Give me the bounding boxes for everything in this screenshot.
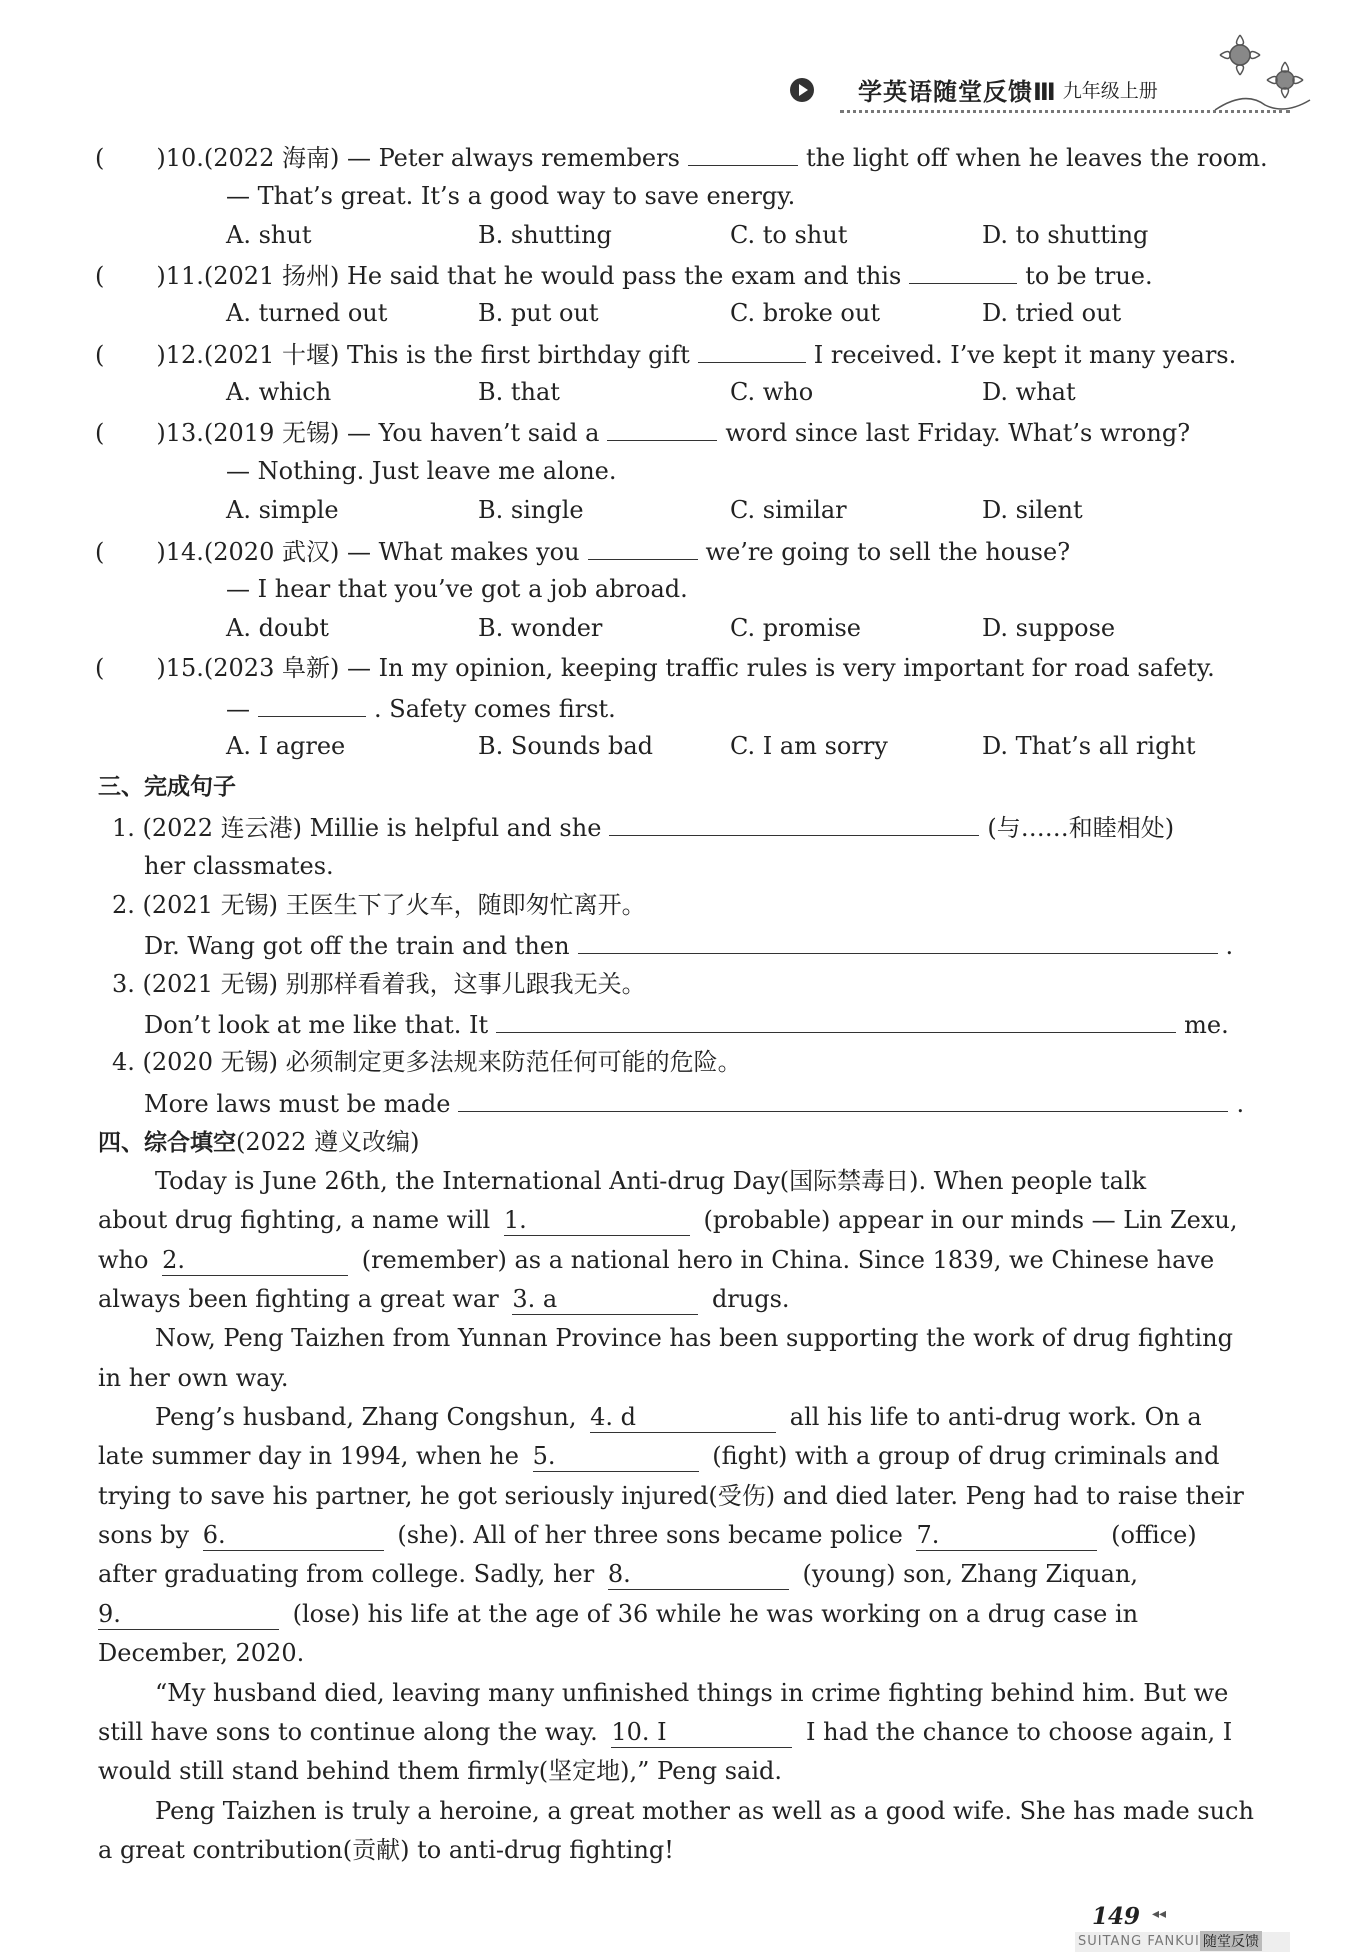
blank-4[interactable]: 4. d: [590, 1402, 776, 1433]
cloze-line: after graduating from college. Sadly, her 8. (young) son, Zhang Ziquan,: [98, 1560, 1139, 1588]
option-c: C. I am sorry: [730, 732, 888, 760]
option-b: B. that: [478, 378, 560, 406]
blank-1[interactable]: 1.: [504, 1205, 690, 1236]
answer-blank[interactable]: [578, 929, 1218, 954]
question-10-reply: — That’s great. It’s a good way to save energy.: [226, 182, 796, 210]
option-d: D. silent: [982, 496, 1083, 524]
option-d: D. suppose: [982, 614, 1116, 642]
page-header: [790, 72, 1158, 107]
sentence-3-chinese: 3. (2021 无锡) 别那样看着我，这事儿跟我无关。: [112, 970, 646, 998]
double-arrow-icon: ◂◂: [1152, 1906, 1167, 1922]
answer-blank[interactable]: [607, 416, 717, 441]
page-number: 149: [1092, 1903, 1141, 1930]
question-14-reply: — I hear that you’ve got a job abroad.: [226, 575, 688, 603]
blank-8[interactable]: 8.: [608, 1559, 789, 1590]
blank-9[interactable]: 9.: [98, 1599, 279, 1630]
header-divider: [840, 110, 1290, 113]
blank-2[interactable]: 2.: [162, 1245, 348, 1276]
cloze-line: always been fighting a great war 3. a drugs.: [98, 1285, 790, 1313]
option-b: B. single: [478, 496, 584, 524]
cloze-line: who 2. (remember) as a national hero in China. Since 1839, we Chinese have: [98, 1246, 1215, 1274]
answer-blank[interactable]: [588, 535, 698, 560]
option-a: A. I agree: [226, 732, 346, 760]
cloze-line: still have sons to continue along the way. 10. I I had the chance to choose again, I: [98, 1718, 1233, 1746]
option-d: D. tried out: [982, 299, 1122, 327]
option-c: C. promise: [730, 614, 862, 642]
option-a: A. turned out: [226, 299, 388, 327]
option-b: B. Sounds bad: [478, 732, 654, 760]
option-a: A. shut: [226, 221, 312, 249]
section-title-complete-sentences: 三、完成句子: [98, 774, 236, 800]
sentence-3-english: Don’t look at me like that. It me.: [144, 1008, 1229, 1040]
option-d: D. to shutting: [982, 221, 1149, 249]
sentence-4-english: More laws must be made .: [144, 1087, 1244, 1119]
question-10: ( )10.(2022 海南) — Peter always remembers the light off when he leaves the room.: [95, 141, 1268, 173]
blank-6[interactable]: 6.: [203, 1520, 384, 1551]
answer-blank[interactable]: [688, 141, 798, 166]
cloze-line: in her own way.: [98, 1364, 289, 1392]
option-d: D. what: [982, 378, 1076, 406]
answer-blank[interactable]: [698, 338, 806, 363]
book-title: 学英语随堂反馈Ⅲ: [858, 78, 1057, 106]
cloze-line: Today is June 26th, the International Anti-drug Day(国际禁毒日). When people talk: [155, 1167, 1147, 1195]
blank-7[interactable]: 7.: [916, 1520, 1097, 1551]
question-11: ( )11.(2021 扬州) He said that he would pass the exam and this to be true.: [95, 259, 1153, 291]
question-15-reply: — . Safety comes first.: [226, 692, 616, 724]
cloze-line: trying to save his partner, he got seriously injured(受伤) and died later. Peng had to raise their: [98, 1482, 1244, 1510]
footer-brand-cn: 随堂反馈: [1200, 1931, 1262, 1951]
option-c: C. broke out: [730, 299, 880, 327]
answer-blank[interactable]: [609, 811, 979, 836]
sentence-1-cont: her classmates.: [144, 852, 334, 880]
option-b: B. put out: [478, 299, 599, 327]
answer-blank[interactable]: [258, 692, 366, 717]
blank-5[interactable]: 5.: [533, 1441, 699, 1472]
cloze-line: Now, Peng Taizhen from Yunnan Province has been supporting the work of drug fighting: [155, 1324, 1233, 1352]
option-c: C. similar: [730, 496, 847, 524]
question-13: ( )13.(2019 无锡) — You haven’t said a word since last Friday. What’s wrong?: [95, 416, 1190, 448]
grade-label: 九年级上册: [1062, 80, 1158, 102]
sentence-2-english: Dr. Wang got off the train and then .: [144, 929, 1233, 961]
question-14: ( )14.(2020 武汉) — What makes you we’re going to sell the house?: [95, 535, 1070, 567]
footer-brand-en: SUITANG FANKUI: [1078, 1934, 1200, 1949]
cloze-line: a great contribution(贡献) to anti-drug fighting!: [98, 1836, 674, 1864]
cloze-line: Peng Taizhen is truly a heroine, a great mother as well as a good wife. She has made such: [155, 1797, 1254, 1825]
cloze-line: would still stand behind them firmly(坚定地),” Peng said.: [98, 1757, 783, 1785]
blank-3[interactable]: 3. a: [512, 1284, 698, 1315]
option-b: B. shutting: [478, 221, 612, 249]
option-b: B. wonder: [478, 614, 603, 642]
cloze-line: sons by 6. (she). All of her three sons became police 7. (office): [98, 1521, 1197, 1549]
cloze-line: 9. (lose) his life at the age of 36 while he was working on a drug case in: [98, 1600, 1139, 1628]
sentence-4-chinese: 4. (2020 无锡) 必须制定更多法规来防范任何可能的危险。: [112, 1048, 742, 1076]
answer-blank[interactable]: [458, 1087, 1228, 1112]
play-icon: [790, 78, 814, 102]
cloze-line: “My husband died, leaving many unfinished things in crime fighting behind him. But we: [155, 1679, 1229, 1707]
section-title-cloze: 四、综合填空(2022 遵义改编): [98, 1128, 420, 1156]
sentence-1: 1. (2022 连云港) Millie is helpful and she (与……和睦相处): [112, 811, 1174, 843]
option-a: A. doubt: [226, 614, 329, 642]
cloze-line: December, 2020.: [98, 1639, 305, 1667]
answer-blank[interactable]: [496, 1008, 1176, 1033]
option-a: A. simple: [226, 496, 339, 524]
option-c: C. who: [730, 378, 814, 406]
option-a: A. which: [226, 378, 332, 406]
sentence-2-chinese: 2. (2021 无锡) 王医生下了火车，随即匆忙离开。: [112, 891, 646, 919]
question-12: ( )12.(2021 十堰) This is the first birthday gift I received. I’ve kept it many years.: [95, 338, 1236, 370]
option-c: C. to shut: [730, 221, 848, 249]
option-d: D. That’s all right: [982, 732, 1196, 760]
question-13-reply: — Nothing. Just leave me alone.: [226, 457, 617, 485]
question-15: ( )15.(2023 阜新) — In my opinion, keeping traffic rules is very important for road safety.: [95, 654, 1215, 682]
blank-10[interactable]: 10. I: [611, 1717, 792, 1748]
sunflower-decoration-icon: [1205, 20, 1315, 120]
cloze-line: Peng’s husband, Zhang Congshun, 4. d all his life to anti-drug work. On a: [155, 1403, 1202, 1431]
answer-blank[interactable]: [909, 259, 1017, 284]
cloze-line: late summer day in 1994, when he 5. (fight) with a group of drug criminals and: [98, 1442, 1220, 1470]
cloze-line: about drug fighting, a name will 1. (probable) appear in our minds — Lin Zexu,: [98, 1206, 1238, 1234]
